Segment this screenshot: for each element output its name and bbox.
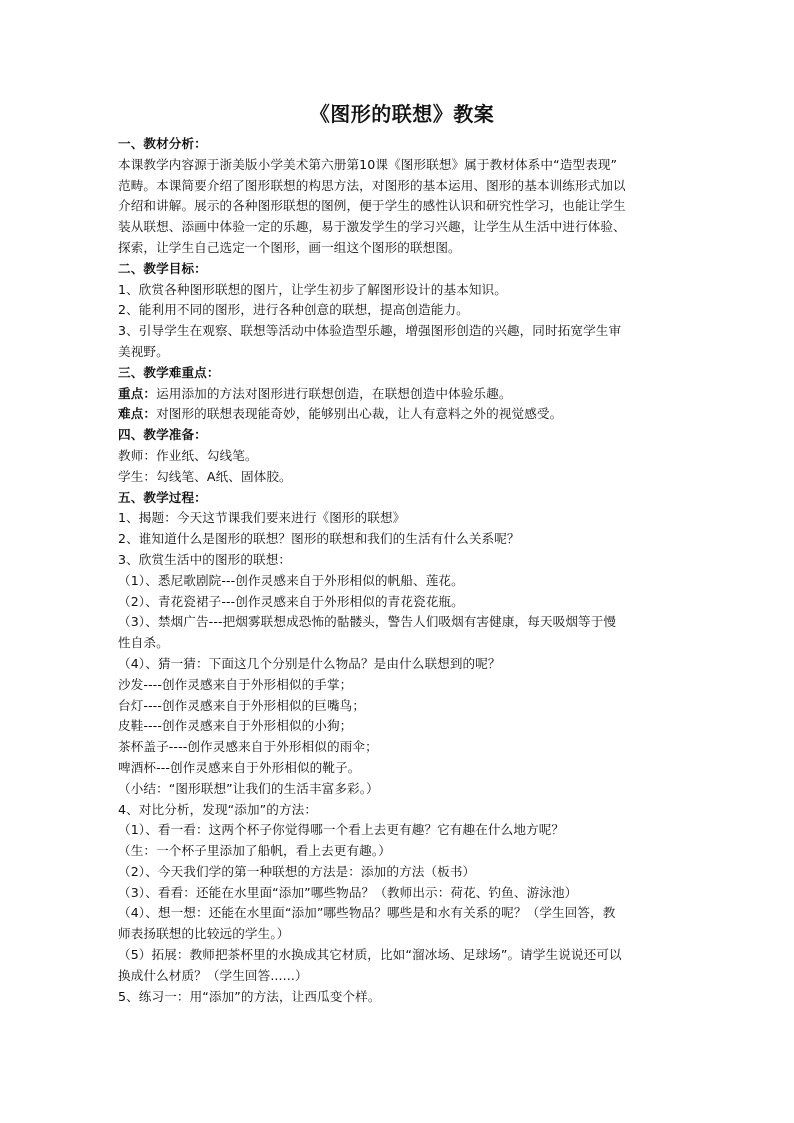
process-line: 4、对比分析，发现“添加”的方法： (118, 801, 318, 817)
paragraph-line: 装从联想、添画中体验一定的乐趣，易于激发学生的学习兴趣，让学生从生活中进行体验、 (118, 219, 626, 235)
process-line: （1）、看一看：这两个杯子你觉得哪一个看上去更有趣？它有趣在什么地方呢？ (118, 822, 565, 838)
list-item: 1、欣赏各种图形联想的图片，让学生初步了解图形设计的基本知识。 (118, 281, 507, 297)
key-point-label: 重点： (118, 385, 157, 401)
difficult-point-text: 对图形的联想表现能奇妙，能够别出心裁，让人有意料之外的视觉感受。 (156, 406, 563, 422)
process-line: （5）拓展：教师把茶杯里的水换成其它材质，比如“溜冰场、足球场”。请学生说说还可以 (118, 947, 622, 963)
key-point-text: 运用添加的方法对图形进行联想创造，在联想创造中体验乐趣。 (156, 385, 512, 401)
paragraph-line: 探索，让学生自己选定一个图形，画一组这个图形的联想图。 (118, 239, 461, 255)
difficult-point (118, 404, 686, 425)
process-line: 茶杯盖子----创作灵感来自于外形相似的雨伞； (118, 739, 378, 755)
process-line: 1、揭题：今天这节课我们要来进行《图形的联想》 (118, 510, 406, 526)
paragraph-line: 介绍和讲解。展示的各种图形联想的图例，便于学生的感性认识和研究性学习，也能让学生 (118, 198, 626, 214)
difficult-point-label: 难点： (118, 406, 157, 422)
process-line: （3）、看看：还能在水里面“添加”哪些物品？（教师出示：荷花、钓鱼、游泳池） (118, 884, 578, 900)
process-line: （2）、青花瓷裙子---创作灵感来自于外形相似的青花瓷花瓶。 (118, 593, 464, 609)
process-line: 沙发----创作灵感来自于外形相似的手掌； (118, 676, 353, 692)
process-line: （生：一个杯子里添加了船帆，看上去更有趣。） (118, 843, 391, 859)
process-line: 2、谁知道什么是图形的联想？图形的联想和我们的生活有什么关系呢？ (118, 531, 520, 547)
process-line: （小结：“图形联想”让我们的生活丰富多彩。） (118, 780, 379, 796)
document-title: 《图形的联想》教案 (309, 102, 495, 126)
list-item: 美视野。 (118, 343, 169, 359)
process-line: 皮鞋----创作灵感来自于外形相似的小狗； (118, 718, 353, 734)
teacher-materials: 教师：作业纸、勾线笔。 (118, 447, 258, 463)
section-heading-key-difficult-points: 三、教学难重点： (118, 364, 220, 380)
process-line: 3、欣赏生活中的图形的联想： (118, 551, 292, 567)
list-item: 2、能利用不同的图形，进行各种创意的联想，提高创造能力。 (118, 302, 469, 318)
list-item: 3、引导学生在观察、联想等活动中体验造型乐趣，增强图形创造的兴趣，同时拓宽学生审 (118, 323, 622, 339)
process-line: 换成什么材质？（学生回答......） (118, 967, 308, 983)
document-page (118, 100, 686, 1007)
key-point (118, 384, 686, 405)
section-heading-preparation: 四、教学准备： (118, 427, 207, 443)
process-line: 台灯----创作灵感来自于外形相似的巨嘴鸟； (118, 697, 366, 713)
process-line: （3）、禁烟广告---把烟雾联想成恐怖的骷髅头，警告人们吸烟有害健康，每天吸烟等于慢 (118, 614, 617, 630)
process-line: 师表扬联想的比较远的学生。） (118, 926, 290, 942)
process-line: （4）、想一想：还能在水里面“添加”哪些物品？哪些是和水有关系的呢？（学生回答，教 (118, 905, 616, 921)
process-line: （2）、今天我们学的第一种联想的方法是：添加的方法（板书） (118, 863, 476, 879)
process-line: 啤酒杯---创作灵感来自于外形相似的靴子。 (118, 759, 361, 775)
section-heading-material-analysis: 一、教材分析： (118, 136, 207, 151)
process-line: 性自杀。 (118, 635, 169, 651)
student-materials: 学生：勾线笔、A纸、固体胶。 (118, 468, 292, 484)
paragraph-line: 范畴。本课简要介绍了图形联想的构思方法，对图形的基本运用、图形的基本训练形式加以 (118, 177, 626, 193)
process-line: （1）、悉尼歌剧院---创作灵感来自于外形相似的帆船、莲花。 (118, 572, 464, 588)
paragraph-line: 本课教学内容源于浙美版小学美术第六册第10课《图形联想》属于教材体系中“造型表现” (118, 156, 618, 172)
process-line: （4）、猜一猜：下面这几个分别是什么物品？是由什么联想到的呢？ (118, 655, 501, 671)
process-line: 5、练习一：用“添加”的方法，让西瓜变个样。 (118, 988, 381, 1004)
section-heading-teaching-process: 五、教学过程： (118, 489, 207, 505)
section-heading-teaching-goals: 二、教学目标： (118, 260, 207, 276)
